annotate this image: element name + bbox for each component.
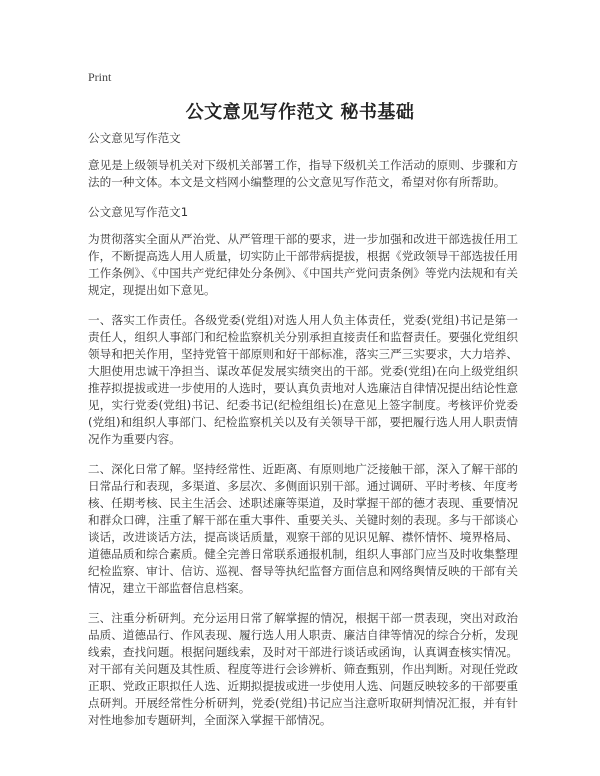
- body-paragraph: 二、深化日常了解。坚持经常性、近距离、有原则地广泛接触干部，深入了解干部的日常品行和表现，多渠道、多层次、多侧面识别干部。通过调研、平时考核、年度考核、任期考核、民主生活会、述职述廉等渠道，及时掌握干部的德才表现、重要情况和群众口碑，注重了解干部在重大事件、重要关头、关键时刻的表现。多与干部谈心谈话，改进谈话方法，提高谈话质量，观察干部的见识见解、襟怀情怀、境界格局、道德品质和综合素质。健全完善日常联系通报机制，组织人事部门应当及时收集整理纪检监察、审计、信访、巡视、督导等执纪监督方面信息和网络舆情反映的干部有关情况，建立干部监督信息档案。: [88, 462, 518, 595]
- subtitle: 公文意见写作范文: [88, 131, 181, 145]
- intro-paragraph: 意见是上级领导机关对下级机关部署工作，指导下级机关工作活动的原则、步骤和方法的一种文体。本文是文档网小编整理的公文意见写作范文，希望对你有所帮助。: [88, 158, 518, 189]
- page-title: 公文意见写作范文 秘书基础: [185, 102, 415, 123]
- body-paragraph: 一、落实工作责任。各级党委(党组)对选人用人负主体责任，党委(党组)书记是第一责任人，组织人事部门和纪检监察机关分别承担直接责任和监督责任。要强化党组织领导和把关作用，坚持党管干部原则和好干部标准，落实三严三实要求，大力培养、大胆使用忠诚干净担当、谋改革促发展实绩突出的干部。党委(党组)在向上级党组织推荐拟提拔或进一步使用的人选时，要认真负责地对人选廉洁自律情况提出结论性意见，实行党委(党组)书记、纪委书记(纪检组组长)在意见上签字制度。考核评价党委(党组)和组织人事部门、纪检监察机关以及有关领导干部，要把履行选人用人职责情况作为重要内容。: [88, 313, 518, 446]
- body-paragraph: 三、注重分析研判。充分运用日常了解掌握的情况，根据干部一贯表现，突出对政治品质、道德品行、作风表现、履行选人用人职责、廉洁自律等情况的综合分析，发现线索，查找问题。根据问题线索，及时对干部进行谈话或函询，认真调查核实情况。对干部有关问题及其性质、程度等进行会诊辨析、筛查甄别，作出判断。对现任党政正职、党政正职拟任人选、近期拟提拔或进一步使用人选、问题反映较多的干部要重点研判。开展经常性分析研判，党委(党组)书记应当注意听取研判情况汇报，并有针对性地参加专题研判，全面深入掌握干部情况。: [88, 611, 518, 727]
- section-heading: 公文意见写作范文1: [88, 205, 189, 219]
- print-link[interactable]: Print: [88, 70, 112, 84]
- article-body: [88, 130, 518, 742]
- body-paragraph: 为贯彻落实全面从严治党、从严管理干部的要求，进一步加强和改进干部选拔任用工作，不断提高选人用人质量，切实防止干部带病提拔，根据《党政领导干部选拔任用工作条例》、《中国共产党纪律处分条例》、《中国共产党问责条例》等党内法规和有关规定，现提出如下意见。: [88, 232, 518, 297]
